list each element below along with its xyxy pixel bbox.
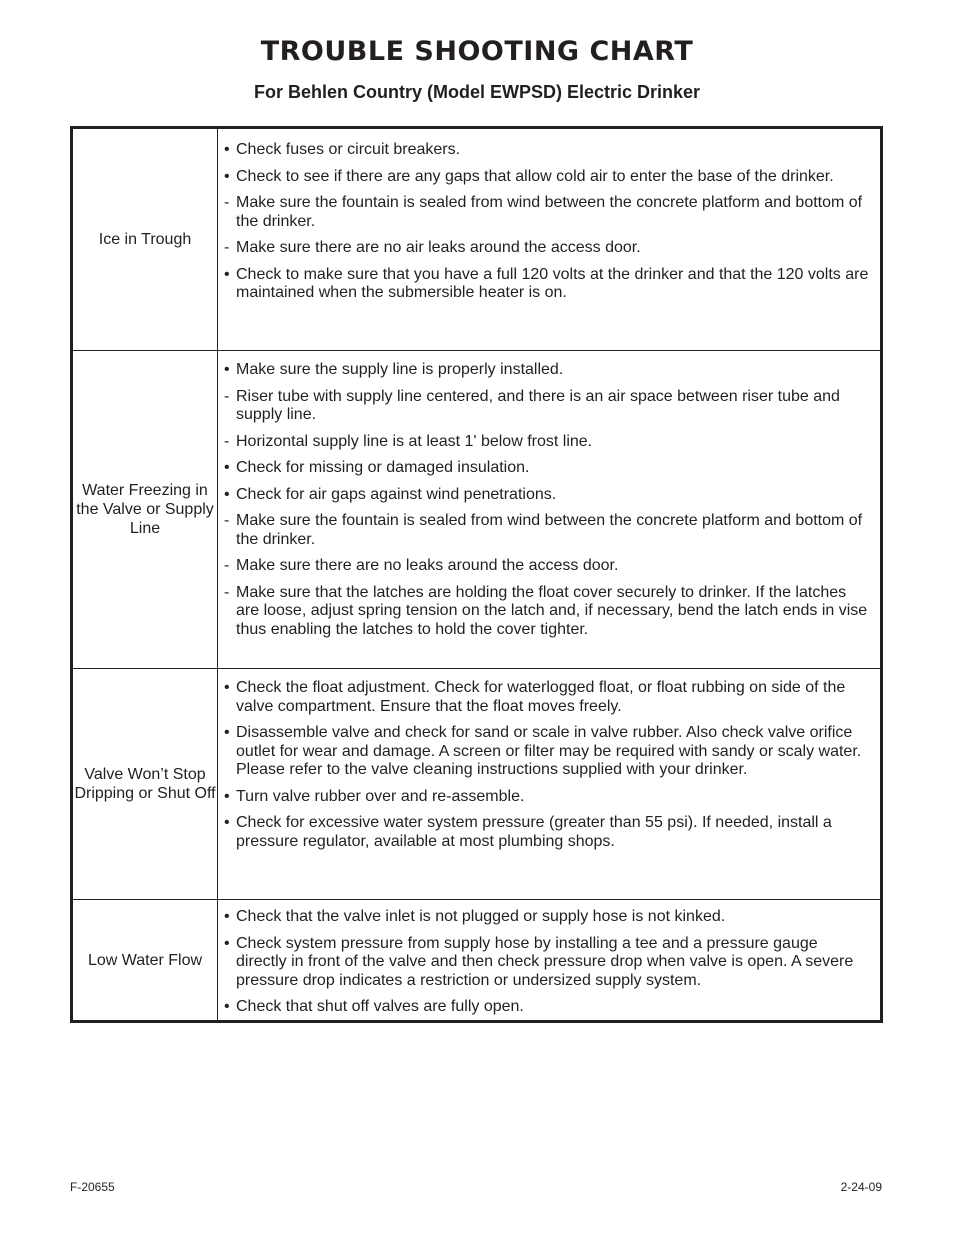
list-item: • Check for excessive water system pressure (greater than 55 psi). If needed, install a pressure regulator, available at most plumbing shops. [224,814,832,850]
list-item: - Horizontal supply line is at least 1' below frost line. [224,432,593,450]
table-row-valve-dripping [72,669,882,900]
solutions-cell [218,128,882,351]
list-item: • Check fuses or circuit breakers. [224,141,461,158]
table-row-ice-in-trough [72,128,882,351]
troubleshooting-table [70,126,883,1023]
solutions-list [218,141,880,303]
problem-cell: Water Freezing in the Valve or Supply Line [72,351,218,669]
problem-cell: Low Water Flow [72,900,218,1022]
list-item: • Disassemble valve and check for sand or scale in valve rubber. Also check valve orifice outlet for wear and damage. A screen or filter may be required with sandy or scaly water. Please refer to the valve cleaning instructions supplied with your drinker. [224,724,862,778]
problem-cell: Ice in Trough [72,128,218,351]
list-item: - Make sure the fountain is sealed from wind between the concrete platform and bottom of the drinker. [224,512,863,548]
list-item: • Check system pressure from supply hose by installing a tee and a pressure gauge directly in front of the valve and then check pressure drop when valve is open. A severe pressure drop indicates a restriction or undersized supply system. [224,934,854,989]
page-subtitle: For Behlen Country (Model EWPSD) Electric Drinker [253,82,701,102]
solutions-list [218,361,880,639]
list-item: - Make sure that the latches are holding the float cover securely to drinker. If the latches are loose, adjust spring tension on the latch and, if necessary, bend the latch ends in vise thus enabling the latches to hold the cover tighter. [224,583,868,638]
list-item: - Riser tube with supply line centered, and there is an air space between riser tube and supply line. [224,387,840,423]
list-item: • Check to see if there are any gaps that allow cold air to enter the base of the drinker. [224,167,834,185]
revision-date: 2-24-09 [840,1180,882,1194]
solutions-cell [218,351,882,669]
list-item: • Check to make sure that you have a full 120 volts at the drinker and that the 120 volts are maintained when the submersible heater is on. [224,265,869,301]
list-item: - Make sure the fountain is sealed from wind between the concrete platform and bottom of the drinker. [224,194,863,230]
solutions-list [218,908,880,1017]
list-item: • Make sure the supply line is properly installed. [224,361,564,378]
list-item: • Check for air gaps against wind penetrations. [224,485,557,503]
table-row-water-freezing [72,351,882,669]
list-item: • Turn valve rubber over and re-assemble. [224,787,525,805]
solutions-cell [218,900,882,1022]
page-title: TROUBLE SHOOTING CHART [260,36,694,67]
solutions-list [218,679,880,851]
list-item: • Check the float adjustment. Check for waterlogged float, or float rubbing on side of the valve compartment. Ensure that the float moves freely. [224,679,846,715]
list-item: - Make sure there are no air leaks around the access door. [224,239,641,256]
problem-cell: Valve Won’t Stop Dripping or Shut Off [72,669,218,900]
list-item: - Make sure there are no leaks around the access door. [224,557,619,574]
form-number: F-20655 [70,1180,115,1194]
list-item: • Check for missing or damaged insulation. [224,459,530,476]
list-item: • Check that shut off valves are fully open. [224,998,524,1015]
list-item: • Check that the valve inlet is not plugged or supply hose is not kinked. [224,908,726,925]
solutions-cell [218,669,882,900]
table-row-low-water-flow [72,900,882,1022]
